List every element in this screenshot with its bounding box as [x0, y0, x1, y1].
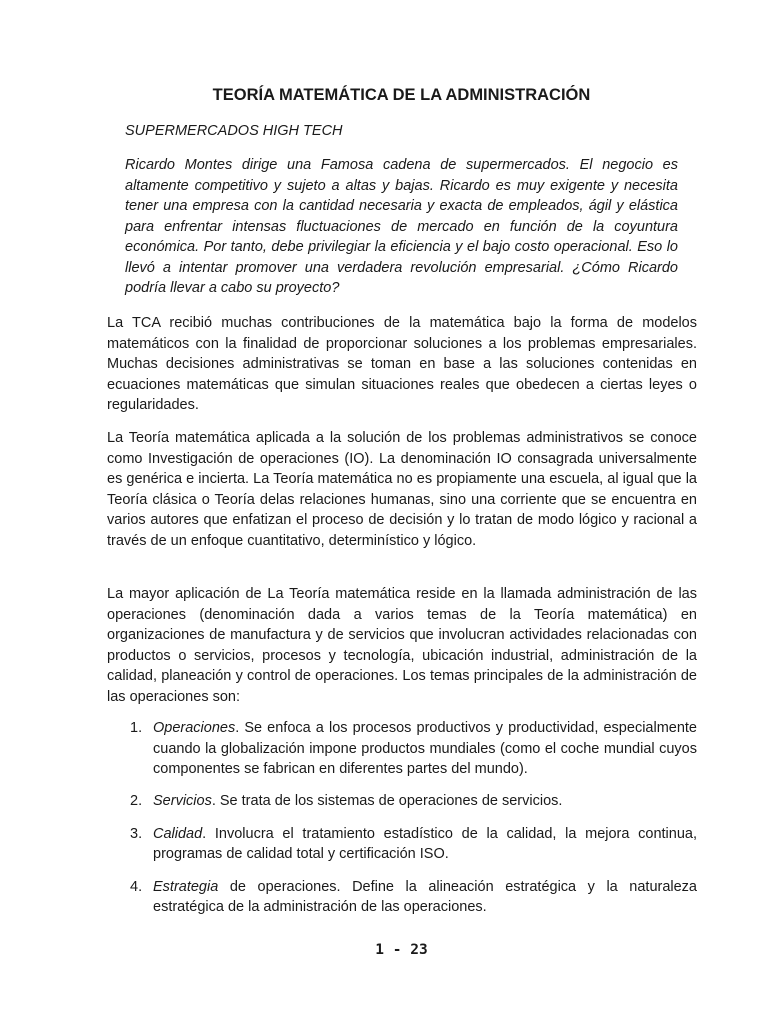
list-number: 2.: [130, 793, 143, 809]
list-item: [130, 877, 697, 918]
list-term: Estrategia: [153, 878, 219, 895]
list-term: Calidad: [153, 825, 203, 842]
list-term: Servicios: [153, 793, 212, 809]
paragraph: La Teoría matemática aplicada a la solución de los problemas administrativos se conoce como Investigación de operaciones (IO). La denominación IO consagrada universalmente es genérica e incierta. La Teoría matemática no es propiamente una escuela, al igual que la Teoría clásica o Teoría delas relaciones humanas, sino una corriente que se encuentra en varios autores que enfatizan el proceso de decisión y lo tratan de modo lógico y racional a través de un enfoque cuantitativo, determinístico y lógico.: [107, 430, 697, 549]
list-text: de operaciones. Define la alineación estratégica y la naturaleza estratégica de la administración de las operaciones.: [153, 878, 697, 915]
case-title: SUPERMERCADOS HIGH TECH: [125, 123, 343, 139]
list-text: . Involucra el tratamiento estadístico de la calidad, la mejora continua, programas de calidad total y certificación ISO.: [153, 825, 697, 862]
list-item: [130, 791, 697, 812]
case-text: Ricardo Montes dirige una Famosa cadena de supermercados. El negocio es altamente competitivo y sujeto a altas y bajas. Ricardo es muy exigente y necesita tener una empresa con la cantidad necesaria y exacta de empleados, ágil y elástica para enfrentar intensas fluctuaciones de mercado en función de la coyuntura económica. Por tanto, debe privilegiar la eficiencia y el bajo costo operacional. Eso lo llevó a intentar promover una verdadera revolución empresarial. ¿Cómo Ricardo podría llevar a cabo su proyecto?: [125, 157, 678, 296]
list-text: . Se trata de los sistemas de operaciones de servicios.: [211, 793, 563, 809]
document-title: TEORÍA MATEMÁTICA DE LA ADMINISTRACIÓN: [212, 86, 591, 104]
list-item: [130, 718, 697, 779]
list-number: 4.: [130, 878, 143, 895]
list-term: Operaciones: [153, 720, 236, 736]
page-number: 1 - 23: [375, 942, 428, 958]
list-item: [130, 824, 697, 865]
list-text: . Se enfoca a los procesos productivos y productividad, especialmente cuando la globalización impone productos mundiales (como el coche mundial cuyos componentes se fabrican en diferentes partes del mundo).: [153, 720, 697, 777]
list-number: 3.: [130, 825, 143, 842]
list-number: 1.: [130, 720, 143, 736]
topics-list: [130, 718, 697, 930]
paragraph: La mayor aplicación de La Teoría matemática reside en la llamada administración de las operaciones (denominación dada a varios temas de la Teoría matemática) en organizaciones de manufactura y de servicios que involucran actividades relacionadas con productos o servicios, procesos y tecnología, ubicación industrial, administración de la calidad, planeación y control de operaciones. Los temas principales de la administración de las operaciones son:: [107, 586, 697, 705]
paragraph: La TCA recibió muchas contribuciones de la matemática bajo la forma de modelos matemáticos con la finalidad de proporcionar soluciones a los problemas empresariales. Muchas decisiones administrativas se toman en base a las soluciones contenidas en ecuaciones matemáticas que simulan situaciones reales que obedecen a ciertas leyes o regularidades.: [107, 315, 697, 413]
